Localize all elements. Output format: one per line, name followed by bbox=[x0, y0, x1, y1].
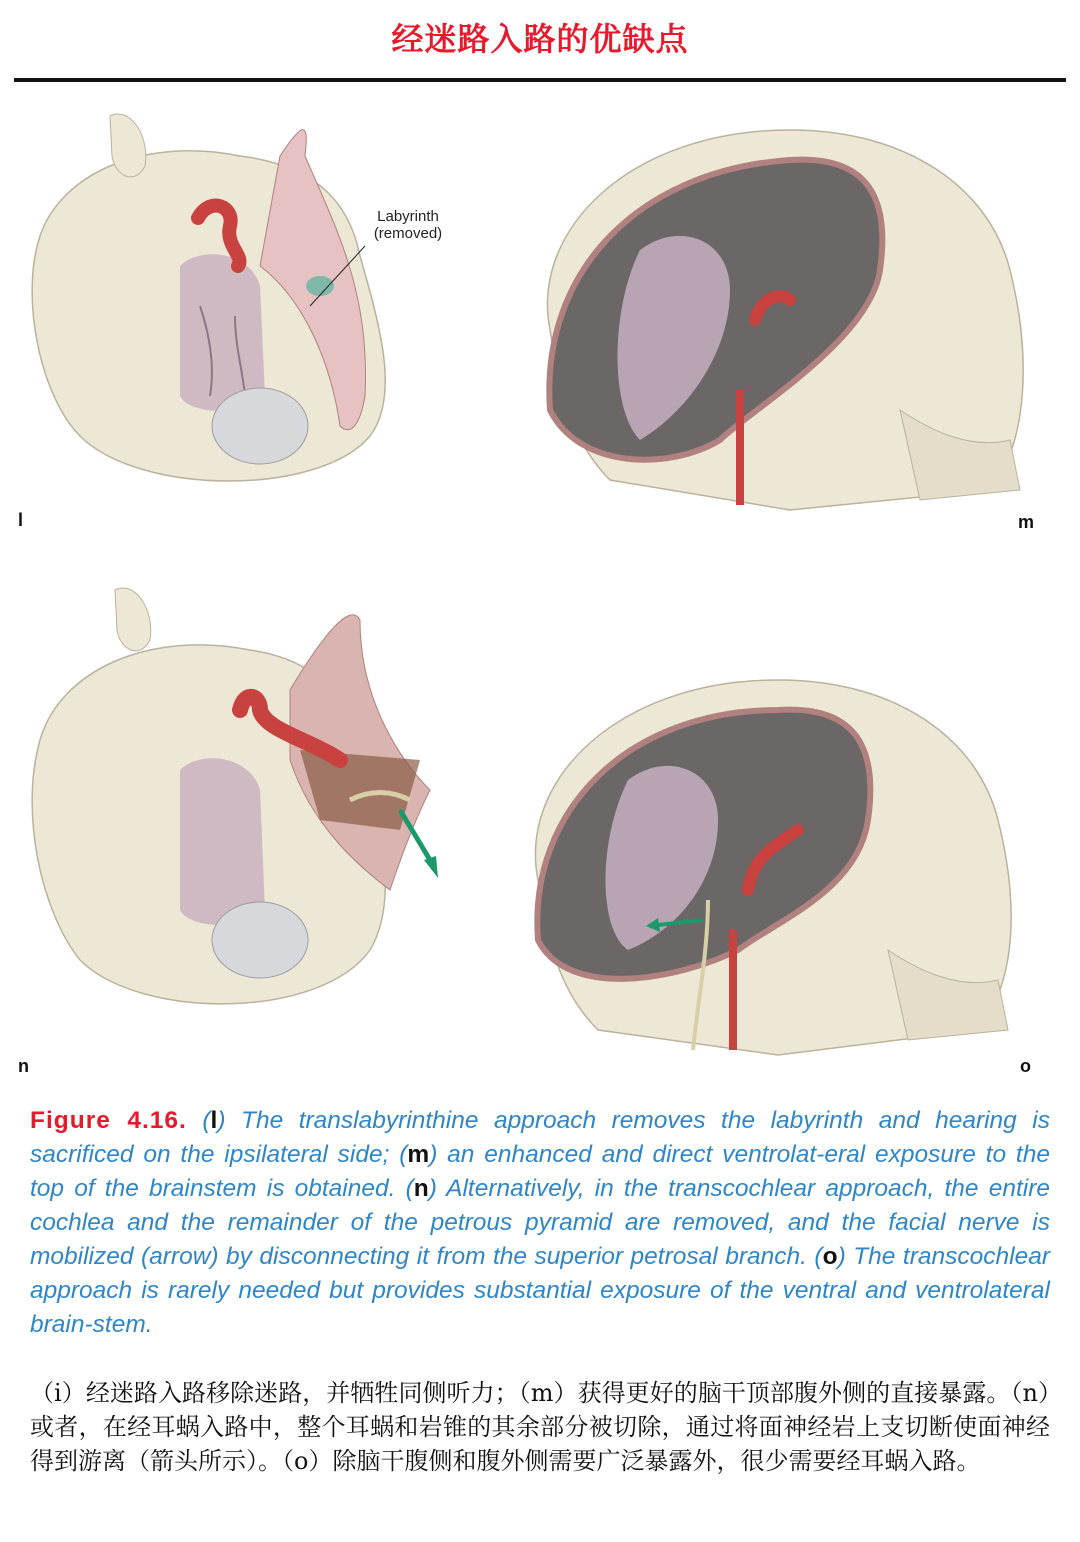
caption-letter-l: l bbox=[210, 1107, 218, 1134]
figure-number: Figure 4.16. bbox=[30, 1107, 187, 1134]
annotation-line-2: (removed) bbox=[373, 225, 443, 242]
title-divider bbox=[14, 78, 1066, 82]
skull-base-illustration-l bbox=[20, 96, 490, 506]
illustration-panel-o bbox=[478, 650, 1040, 1070]
caption-text: ) The translabyrinthine approach removes the labyrinth and hearing is sacrificed on the ipsilateral side; ( bbox=[30, 1107, 1050, 1168]
caption-letter-o: o bbox=[822, 1243, 838, 1270]
skull-lateral-illustration-m bbox=[490, 110, 1040, 520]
skull-base-illustration-n bbox=[20, 560, 490, 1050]
figure-caption bbox=[30, 1104, 1050, 1342]
annotation-line-1: Labyrinth bbox=[377, 208, 439, 225]
caption-text: ) Alternatively, in the transcochlear approach, the entire cochlea and the remainder of the petrous pyramid are removed, and the facial nerve is mobilized (arrow) by disconnecting it from the superior petrosal branch. ( bbox=[30, 1175, 1050, 1270]
labyrinth-annotation bbox=[358, 208, 458, 242]
caption-text: ) an enhanced and direct ventrolat-eral exposure to the top of the brainstem is obtained. ( bbox=[30, 1141, 1050, 1202]
chinese-translation: （i）经迷路入路移除迷路，并牺牲同侧听力；（m）获得更好的脑干顶部腹外侧的直接暴露。（n）或者，在经耳蜗入路中，整个耳蜗和岩锥的其余部分被切除，通过将面神经岩上支切断使面神经得到游离（箭头所示）。（o）除脑干腹侧和腹外侧需要广泛暴露外，很少需要经耳蜗入路。 bbox=[30, 1379, 1050, 1475]
page-title: 经迷路入路的优缺点 bbox=[391, 20, 689, 58]
panel-label-o: o bbox=[1020, 1056, 1031, 1076]
illustration-panel-n bbox=[20, 560, 490, 1050]
caption-text: ( bbox=[186, 1107, 211, 1134]
caption-letter-n: n bbox=[413, 1175, 429, 1202]
panel-label-m: m bbox=[1018, 512, 1035, 532]
illustration-panel-m bbox=[490, 110, 1040, 520]
skull-lateral-illustration-o bbox=[478, 650, 1040, 1070]
caption-text: ) The transcochlear approach is rarely needed but provides substantial exposure of the ventral and ventrolateral brain-stem. bbox=[30, 1243, 1051, 1338]
panel-label-l: l bbox=[18, 510, 24, 530]
illustration-panel-l bbox=[20, 96, 490, 506]
caption-letter-m: m bbox=[407, 1141, 430, 1168]
panel-label-n: n bbox=[18, 1056, 29, 1076]
